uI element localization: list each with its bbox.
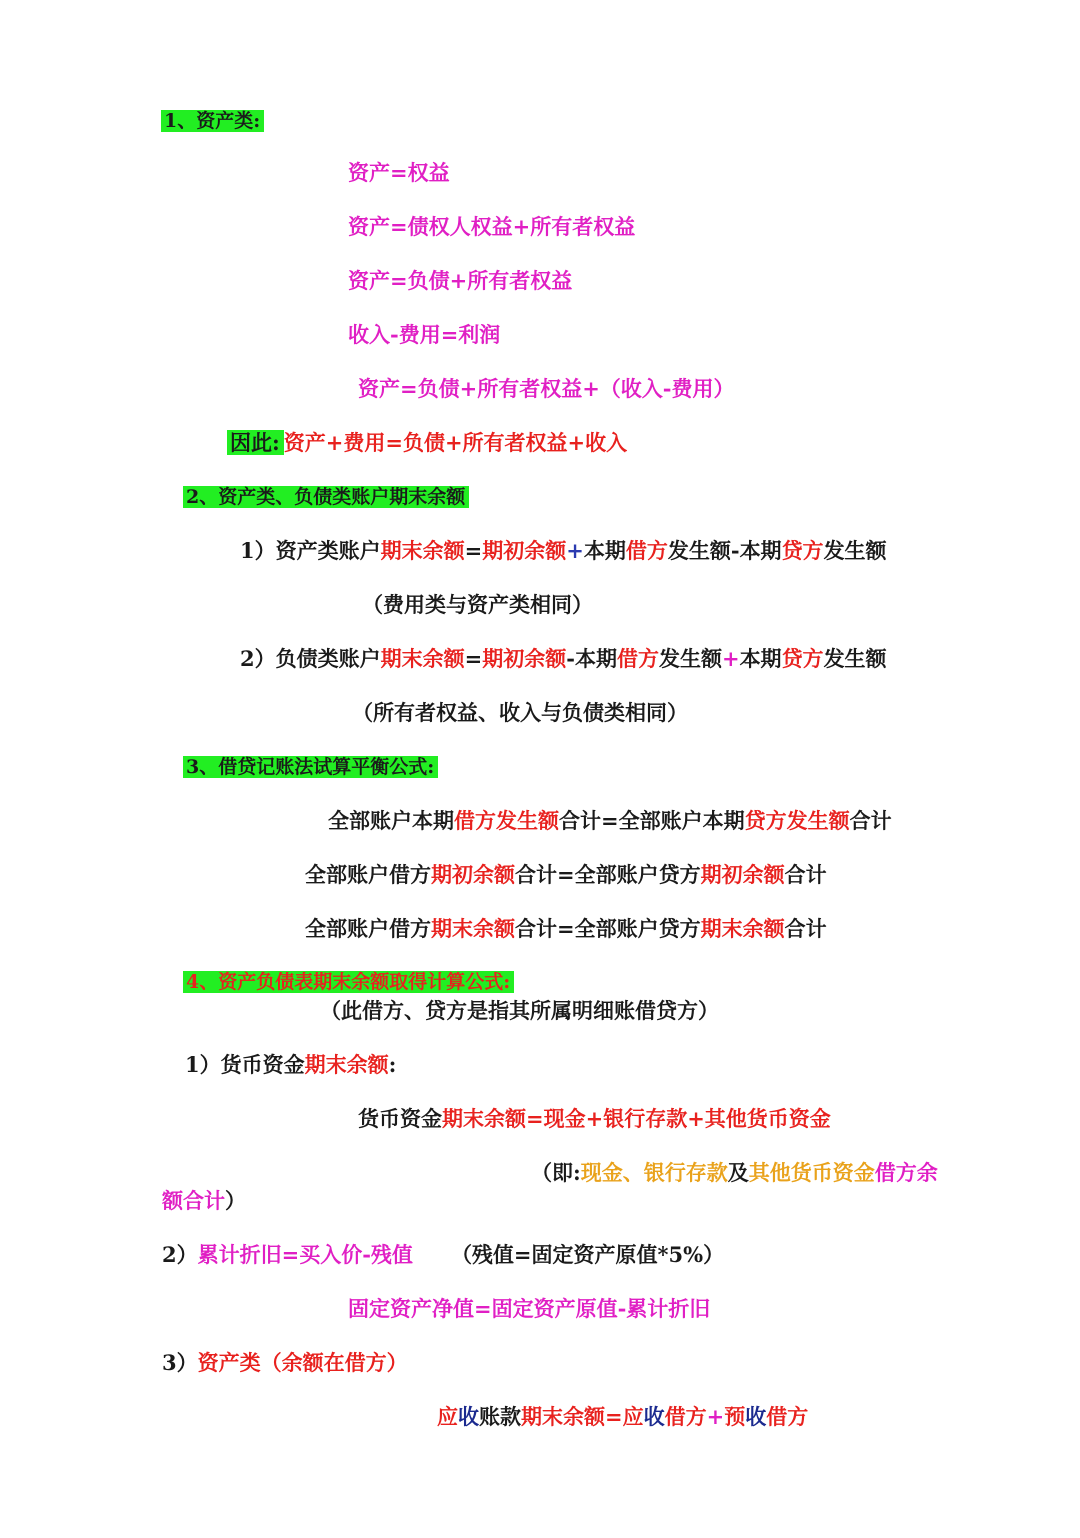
section-4-heading: 4、资产负债表期末余额取得计算公式: (183, 967, 514, 997)
section-1-heading: 1、资产类: (161, 106, 264, 136)
net-asset-formula: 固定资产净值=固定资产原值-累计折旧 (348, 1296, 711, 1321)
cash-item-title: 1）货币资金期末余额: (185, 1052, 397, 1077)
section-2-heading: 2、资产类、负债类账户期末余额 (183, 482, 469, 512)
section-3-heading: 3、借贷记账法试算平衡公式: (183, 752, 438, 782)
trial-balance-row-3: 全部账户借方期末余额合计=全部账户贷方期末余额合计 (305, 916, 827, 941)
cash-formula: 货币资金期末余额=现金+银行存款+其他货币资金 (358, 1106, 831, 1131)
equation-line-3: 资产=负债+所有者权益 (348, 268, 573, 293)
equation-line-1: 资产=权益 (348, 160, 450, 185)
cash-note-wrap: 额合计） (162, 1188, 246, 1213)
cash-note: （即:现金、银行存款及其他货币资金借方余 (531, 1160, 938, 1185)
receivable-formula: 应收账款期末余额=应收借方+预收借方 (437, 1404, 809, 1429)
equation-line-2: 资产=债权人权益+所有者权益 (348, 214, 636, 239)
asset-balance-formula: 1）资产类账户期末余额=期初余额+本期借方发生额-本期贷方发生额 (240, 538, 887, 563)
section-4-subnote: （此借方、贷方是指其所属明细账借贷方） (320, 998, 719, 1023)
equation-line-5: 资产=负债+所有者权益+（收入-费用） (358, 376, 735, 401)
conclusion-formula: 资产+费用=负债+所有者权益+收入 (283, 430, 628, 455)
asset-class-title: 3）资产类（余额在借方） (162, 1350, 408, 1375)
depreciation-line: 2）累计折旧=买入价-残值 （残值=固定资产原值*5%） (162, 1242, 725, 1267)
trial-balance-row-1: 全部账户本期借方发生额合计=全部账户本期贷方发生额合计 (328, 808, 892, 833)
liability-balance-note: （所有者权益、收入与负债类相同） (352, 700, 688, 725)
liability-balance-formula: 2）负债类账户期末余额=期初余额-本期借方发生额+本期贷方发生额 (240, 646, 887, 671)
equation-line-4: 收入-费用=利润 (348, 322, 501, 347)
asset-balance-note: （费用类与资产类相同） (362, 592, 593, 617)
trial-balance-row-2: 全部账户借方期初余额合计=全部账户贷方期初余额合计 (305, 862, 827, 887)
conclusion-label: 因此: (227, 430, 284, 455)
conclusion-line (227, 428, 627, 458)
